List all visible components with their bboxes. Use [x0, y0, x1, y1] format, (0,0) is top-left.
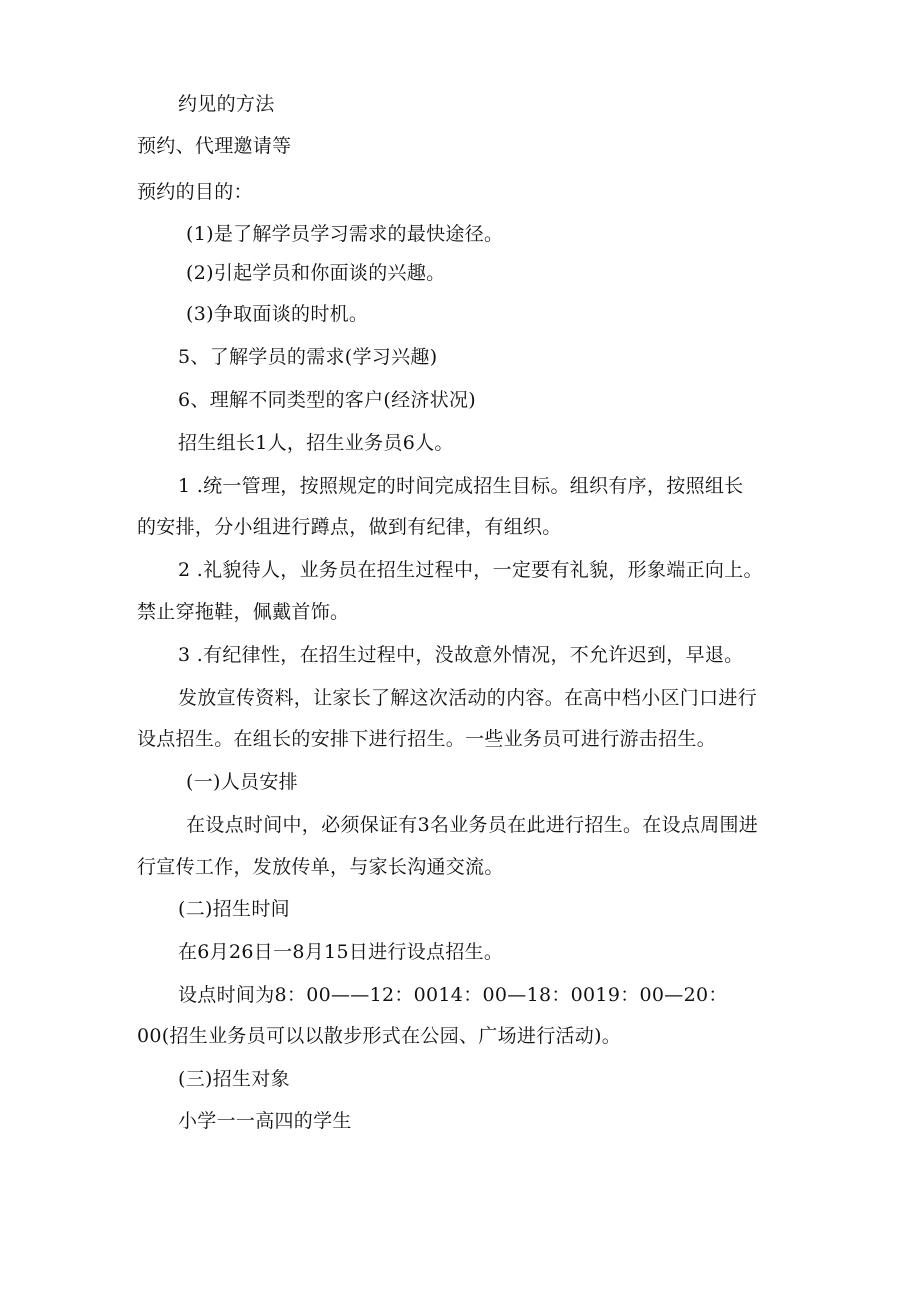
text-line: 行宣传工作，发放传单，与家长沟通交流。: [137, 856, 504, 878]
text-line: 在设点时间中，必须保证有3名业务员在此进行招生。在设点周围进: [186, 814, 759, 836]
text-line: 1 .统一管理，按照规定的时间完成招生目标。组织有序，按照组长: [178, 475, 744, 497]
text-line: 小学一一高四的学生: [178, 1110, 352, 1132]
text-line: 设点时间为8：00——12：0014：00—18：0019：00—20：: [178, 984, 728, 1006]
text-line: 6、理解不同类型的客户(经济状况): [178, 389, 477, 411]
text-line: 在6月26日一8月15日进行设点招生。: [178, 941, 504, 963]
text-line: 预约、代理邀请等: [137, 135, 292, 157]
text-line: 设点招生。在组长的安排下进行招生。一些业务员可进行游击招生。: [137, 728, 717, 750]
text-line: (3)争取面谈的时机。: [186, 303, 369, 325]
text-line: (二)招生时间: [178, 898, 290, 920]
text-line: (一)人员安排: [186, 771, 298, 793]
text-line: 约见的方法: [178, 93, 275, 115]
text-line: 的安排，分小组进行蹲点，做到有纪律，有组织。: [137, 516, 562, 538]
text-line: 2 .礼貌待人，业务员在招生过程中，一定要有礼貌，形象端正向上。: [178, 559, 763, 581]
text-line: (2)引起学员和你面谈的兴趣。: [186, 262, 446, 284]
text-line: 禁止穿拖鞋，佩戴首饰。: [137, 601, 350, 623]
text-line: 3 .有纪律性，在招生过程中，没故意外情况，不允许迟到，早退。: [178, 644, 744, 666]
text-line: 预约的目的：: [137, 181, 253, 203]
text-line: (1)是了解学员学习需求的最快途径。: [186, 223, 504, 245]
text-line: 5、了解学员的需求(学习兴趣): [178, 346, 438, 368]
text-line: 00(招生业务员可以以散步形式在公园、广场进行活动)。: [137, 1025, 622, 1047]
text-line: 招生组长1人，招生业务员6人。: [178, 432, 454, 454]
text-line: 发放宣传资料，让家长了解这次活动的内容。在高中档小区门口进行: [178, 687, 758, 709]
text-line: (三)招生对象: [178, 1068, 290, 1090]
